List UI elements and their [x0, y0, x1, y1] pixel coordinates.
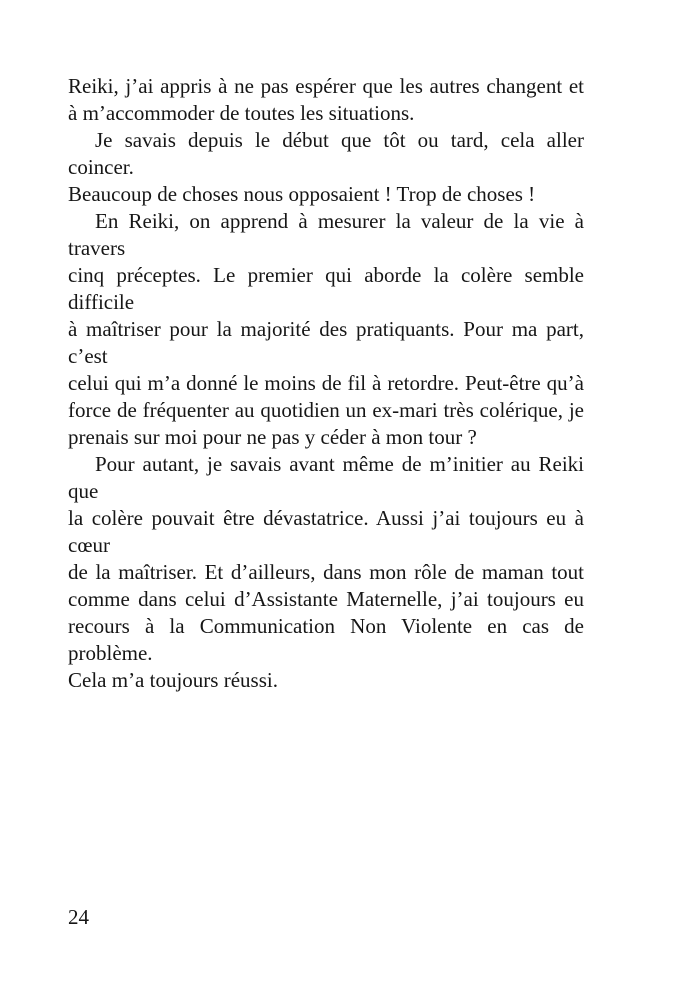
text-line: de la maîtriser. Et d’ailleurs, dans mon rôle de maman tout: [68, 560, 584, 584]
text-line: Cela m’a toujours réussi.: [68, 668, 278, 692]
text-line: la colère pouvait être dévastatrice. Aussi j’ai toujours eu à cœur: [68, 506, 584, 557]
text-line: celui qui m’a donné le moins de fil à retordre. Peut-être qu’à: [68, 371, 584, 395]
text-line: prenais sur moi pour ne pas y céder à mon tour ?: [68, 425, 477, 449]
text-line: En Reiki, on apprend à mesurer la valeur de la vie à travers: [68, 209, 584, 260]
text-line: Je savais depuis le début que tôt ou tard, cela aller coincer.: [68, 128, 584, 179]
text-line: Reiki, j’ai appris à ne pas espérer que les autres changent et: [68, 74, 584, 98]
page-number: 24: [68, 905, 89, 929]
text-line: comme dans celui d’Assistante Maternelle, j’ai toujours eu: [68, 587, 584, 611]
text-line: Pour autant, je savais avant même de m’initier au Reiki que: [68, 452, 584, 503]
text-line: à m’accommoder de toutes les situations.: [68, 101, 415, 125]
text-line: Beaucoup de choses nous opposaient ! Trop de choses !: [68, 182, 536, 206]
text-line: à maîtriser pour la majorité des pratiquants. Pour ma part, c’est: [68, 317, 584, 368]
body-text: [68, 73, 584, 694]
text-line: recours à la Communication Non Violente en cas de problème.: [68, 614, 584, 665]
text-line: force de fréquenter au quotidien un ex-mari très colérique, je: [68, 398, 584, 422]
text-line: cinq préceptes. Le premier qui aborde la colère semble difficile: [68, 263, 584, 314]
